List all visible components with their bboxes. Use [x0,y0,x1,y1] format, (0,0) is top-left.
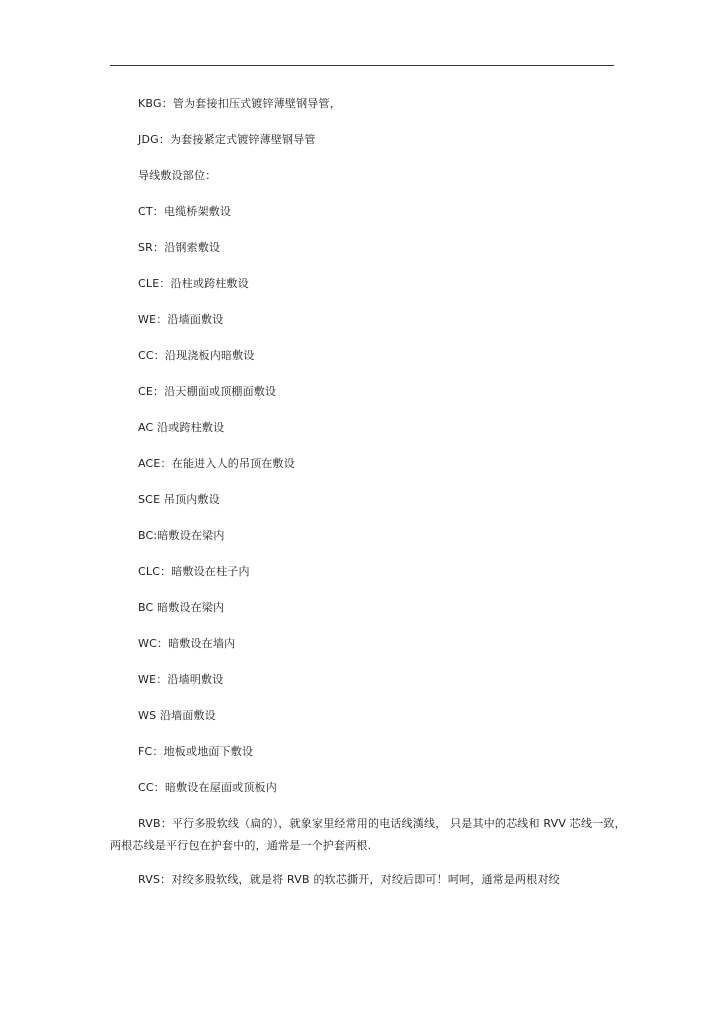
paragraph-rvs: RVS：对绞多股软线，就是将 RVB 的软芯撕开，对绞后即可！呵呵，通常是两根对绞 [138,873,560,886]
text-line-ace: ACE：在能进入人的吊顶在敷设 [138,457,295,470]
text-line-we: WE：沿墙面敷设 [138,313,224,326]
text-line-we-2: WE：沿墙明敷设 [138,673,224,686]
text-line-ct: CT：电缆桥架敷设 [138,205,232,218]
text-line-cle: CLE：沿柱或跨柱敷设 [138,277,249,290]
text-line-sce: SCE 吊顶内敷设 [138,493,220,506]
text-line-cc: CC：沿现浇板内暗敷设 [138,349,255,362]
text-line-cc-2: CC：暗敷设在屋面或顶板内 [138,781,277,794]
section-heading-wiring-locations: 导线敷设部位： [138,169,217,182]
text-line-bc: BC:暗敷设在梁内 [138,529,225,542]
text-line-clc: CLC：暗敷设在柱子内 [138,565,250,578]
text-line-kbg: KBG：管为套接扣压式镀锌薄壁钢导管， [138,97,341,110]
header-rule [110,65,614,66]
text-line-fc: FC：地板或地面下敷设 [138,745,254,758]
text-line-jdg: JDG：为套接紧定式镀锌薄壁钢导管 [138,133,316,146]
text-line-ws: WS 沿墙面敷设 [138,709,216,722]
text-line-wc: WC：暗敷设在墙内 [138,637,236,650]
paragraph-rvb: RVB：平行多股软线（扁的），就象家里经常用的电话线漢线， 只是其中的芯线和 RVV 芯线一致，两根芯线是平行包在护套中的，通常是一个护套两根. [110,817,626,852]
text-line-ce: CE：沿天棚面或顶棚面敷设 [138,385,277,398]
text-line-ac: AC 沿或跨柱敷设 [138,421,225,434]
text-line-bc-2: BC 暗敷设在梁内 [138,601,225,614]
text-line-sr: SR：沿钢索敷设 [138,241,221,254]
